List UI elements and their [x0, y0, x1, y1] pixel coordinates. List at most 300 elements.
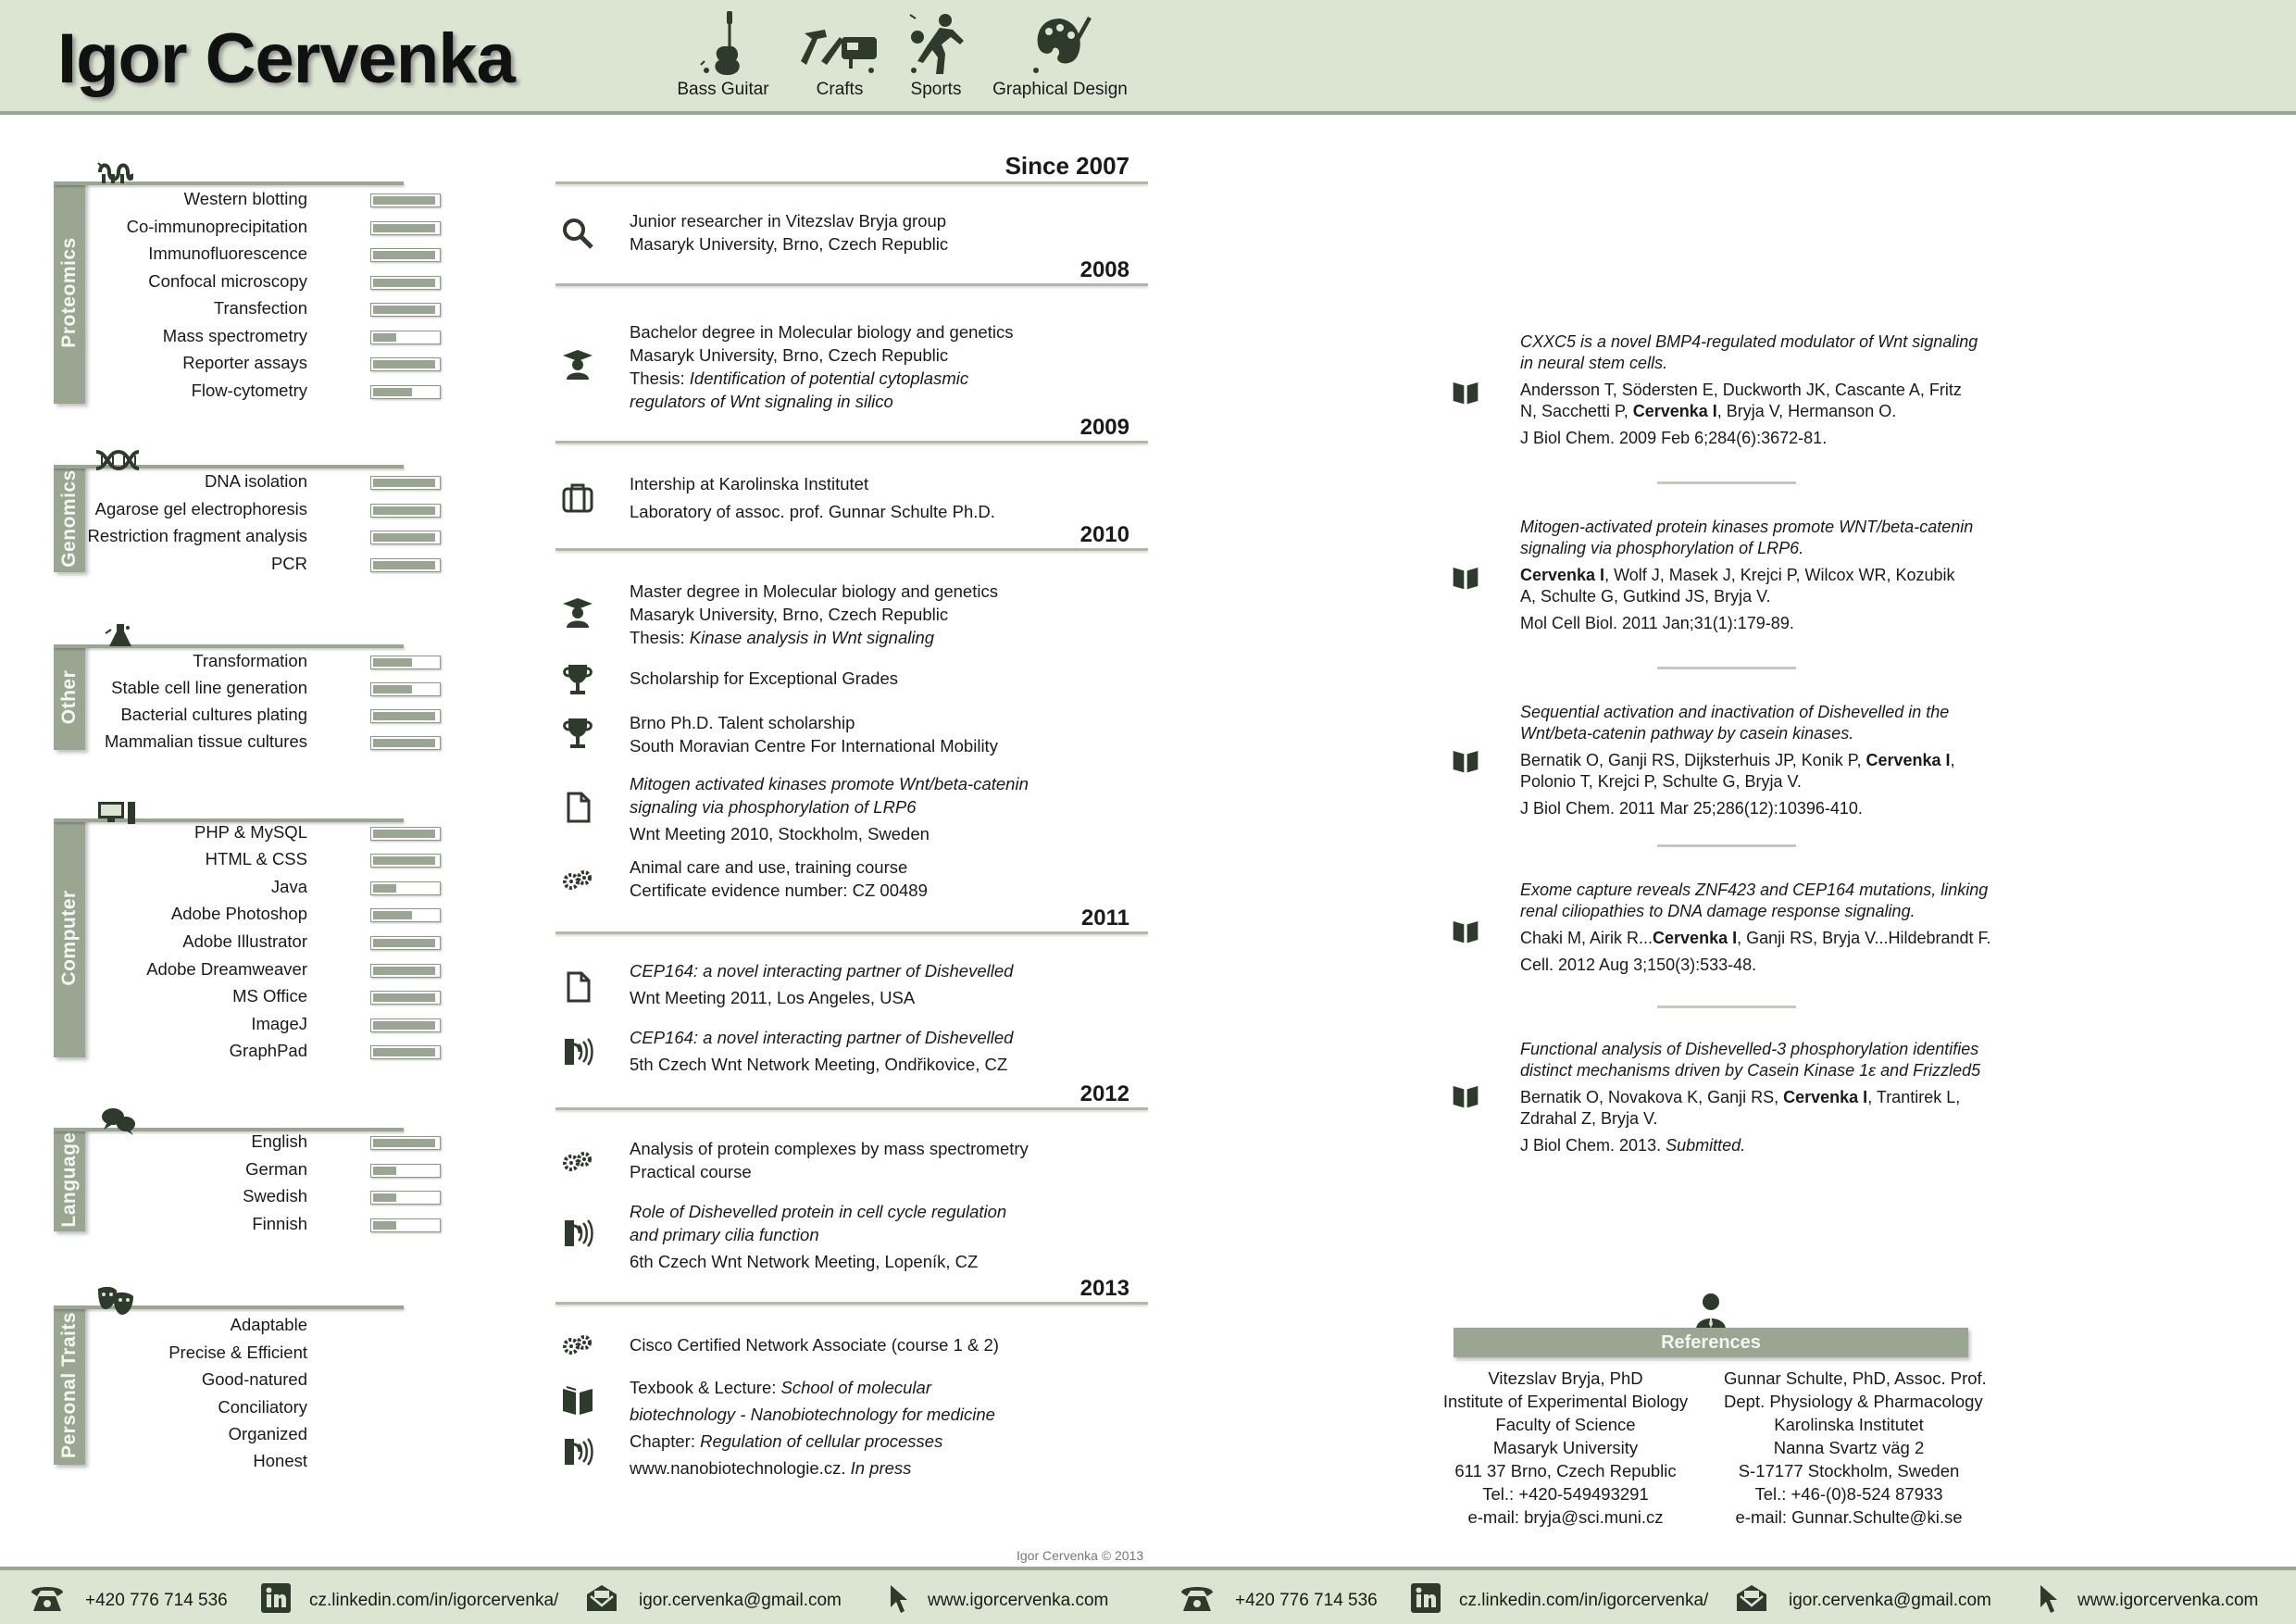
linkedin-icon [261, 1583, 291, 1613]
skills-personal-traits [54, 1305, 406, 1470]
skill-bar-fill [373, 279, 435, 287]
publication-journal: Mol Cell Biol. 2011 Jan;31(1):179-89. [1520, 614, 1794, 632]
skill-row [91, 1157, 406, 1181]
phone-text: +420 776 714 536 [1235, 1591, 1378, 1610]
skill-bar [370, 357, 441, 371]
skill-bar-fill [373, 685, 412, 693]
timeline-entry-poster-2011 [630, 959, 1013, 1009]
title-line: Functional analysis of Dishevelled-3 phosphorylation identifies [1520, 1040, 1979, 1058]
skill-bar [370, 854, 441, 868]
publication-item [1520, 517, 2002, 634]
footer-phone[interactable] [30, 1583, 233, 1617]
timeline-entry-chapter [630, 1428, 942, 1481]
entry-line: Junior researcher in Vitezslav Bryja group [630, 211, 947, 231]
timeline-divider [555, 181, 1148, 184]
skill-label: English [251, 1131, 307, 1151]
skill-bar-fill [373, 479, 435, 487]
entry-line: Wnt Meeting 2010, Stockholm, Sweden [630, 824, 930, 843]
timeline-entry-cisco: Cisco Certified Network Associate (course 1 & 2) [630, 1335, 999, 1355]
entry-line: Practical course [630, 1162, 752, 1181]
authors-line: Zdrahal Z, Bryja V. [1520, 1109, 1658, 1128]
skill-bar-fill [373, 1021, 435, 1030]
skill-bar [370, 194, 441, 207]
thesis-title: regulators of Wnt signaling in silico [630, 392, 893, 411]
timeline-entry-bachelor [630, 320, 1013, 413]
skill-row [91, 379, 406, 403]
publication-separator [1657, 481, 1796, 484]
entry-line: South Moravian Centre For International Mobility [630, 736, 998, 756]
publication-item [1520, 1039, 2002, 1156]
entry-line [630, 795, 1029, 818]
references-title: References [1454, 1328, 1968, 1357]
trait-row [91, 1368, 406, 1392]
book-icon [561, 1383, 594, 1417]
skill-bar [370, 276, 441, 290]
entry-line: Masaryk University, Brno, Czech Republic [630, 605, 949, 624]
book-icon [1452, 378, 1479, 406]
thesis-prefix: Thesis: [630, 628, 690, 647]
authors-text: Bernatik O, Novakova K, Ganji RS, [1520, 1088, 1784, 1106]
entry-line: 6th Czech Wnt Network Meeting, Lopeník, CZ [630, 1252, 979, 1271]
skill-label: Stable cell line generation [111, 678, 307, 697]
skill-bar [370, 221, 441, 235]
entry-line: Masaryk University, Brno, Czech Republic [630, 345, 949, 365]
timeline-divider [555, 441, 1148, 443]
talk-title: Role of Dishevelled protein in cell cycle regulation [630, 1202, 1007, 1221]
skill-bar [370, 476, 441, 490]
graduate-icon [561, 348, 594, 381]
authors-text: , [1950, 751, 1955, 769]
entry-line: Wnt Meeting 2011, Los Angeles, USA [630, 988, 916, 1007]
skill-label: Adobe Illustrator [182, 931, 307, 951]
skill-row [91, 984, 406, 1008]
reference-line: 611 37 Brno, Czech Republic [1454, 1461, 1677, 1480]
skills-genomics [54, 465, 406, 572]
section-band [54, 181, 85, 404]
skill-row [91, 875, 406, 899]
gears-icon [561, 865, 594, 898]
skills-proteomics [54, 181, 406, 404]
skill-label: Immunofluorescence [148, 244, 307, 263]
authors-text: N, Sacchetti P, [1520, 402, 1633, 420]
hobby-label: Crafts [816, 80, 864, 99]
book-icon [1452, 563, 1479, 591]
trait-label: Conciliatory [218, 1397, 307, 1417]
hobby-label: Bass Guitar [677, 80, 769, 99]
skill-row [91, 1212, 406, 1236]
entry-line: Laboratory of assoc. prof. Gunnar Schulte Ph.D. [630, 502, 995, 521]
skill-bar-fill [373, 533, 435, 542]
reference-line: Institute of Experimental Biology [1442, 1392, 1689, 1411]
skill-row [91, 1039, 406, 1063]
contact-footer [0, 1567, 2296, 1624]
skill-label: Adobe Photoshop [170, 904, 307, 923]
skill-label: Co-immunoprecipitation [126, 217, 307, 236]
entry-line [630, 390, 1013, 413]
skill-row [91, 187, 406, 211]
skill-bar-fill [373, 712, 435, 720]
skill-bar-fill [373, 1048, 435, 1056]
linkedin-icon [1411, 1583, 1441, 1613]
trait-label: Honest [253, 1451, 307, 1470]
skills-language [54, 1128, 406, 1231]
title-line: Wnt/beta-catenin pathway by casein kinases. [1520, 724, 1854, 743]
entry-line: Certificate evidence number: CZ 00489 [630, 881, 928, 900]
reference-email[interactable]: e-mail: bryja@sci.muni.cz [1467, 1507, 1664, 1527]
skill-row [91, 1184, 406, 1208]
footer-email[interactable] [1735, 1583, 1994, 1617]
title-line: in neural stem cells. [1520, 354, 1668, 372]
publication-title [1520, 517, 2002, 559]
trophy-icon [561, 663, 594, 696]
email-text: igor.cervenka@gmail.com [639, 1591, 842, 1610]
authors-text: Chaki M, Airik R... [1520, 929, 1653, 947]
skill-bar-fill [373, 360, 435, 369]
authors-text: Bernatik O, Ganji RS, Dijksterhuis JP, Konik P, [1520, 751, 1866, 769]
skill-bar-fill [373, 967, 435, 975]
bass-guitar-icon [695, 9, 751, 78]
skill-bar-fill [373, 1167, 396, 1175]
skill-label: Restriction fragment analysis [87, 526, 307, 545]
reference-line: Faculty of Science [1495, 1415, 1636, 1434]
suitcase-icon [561, 481, 594, 515]
publication-item [1520, 331, 2002, 449]
footer-phone[interactable] [1179, 1583, 1383, 1617]
skill-bar-fill [373, 306, 435, 314]
skill-row [91, 902, 406, 926]
skill-label: Adobe Dreamweaver [146, 959, 307, 979]
timeline-entry-talk-2012 [630, 1200, 1006, 1273]
skill-label: GraphPad [229, 1041, 307, 1060]
publication-authors [1520, 750, 2002, 793]
linkedin-text: cz.linkedin.com/in/igorcervenka/ [309, 1591, 559, 1610]
telephone-icon [30, 1583, 65, 1615]
textbook-title: School of molecular [780, 1378, 931, 1397]
skill-bar [370, 1018, 441, 1032]
entry-line: 5th Czech Wnt Network Meeting, Ondřikovice, CZ [630, 1055, 1008, 1074]
skill-row [91, 269, 406, 294]
skill-bar [370, 736, 441, 750]
skill-bar-fill [373, 388, 412, 396]
sports-runner-icon [899, 9, 973, 78]
skill-row [91, 930, 406, 954]
document-icon [561, 791, 594, 824]
trait-label: Organized [228, 1424, 307, 1443]
email-text: igor.cervenka@gmail.com [1789, 1591, 1991, 1610]
skill-row [91, 957, 406, 981]
skill-bar [370, 908, 441, 922]
copyright: Igor Cervenka © 2013 [1017, 1548, 1144, 1563]
section-band [54, 1128, 85, 1231]
section-title: Proteomics [58, 237, 80, 348]
timeline-divider [555, 548, 1148, 551]
flask-icon [104, 622, 135, 650]
authors-text: , Bryja V, Hermanson O. [1716, 402, 1897, 420]
skill-bar-fill [373, 993, 435, 1002]
reference-line: Karolinska Institutet [1774, 1415, 1924, 1434]
timeline-divider [555, 1302, 1148, 1305]
skill-bar [370, 504, 441, 518]
skill-label: Java [270, 877, 307, 896]
skill-row [91, 351, 406, 375]
skills-other [54, 644, 406, 750]
section-band [54, 1305, 85, 1465]
poster-title: Mitogen activated kinases promote Wnt/beta-catenin [630, 774, 1029, 793]
trait-row [91, 1395, 406, 1419]
textbook-title: biotechnology - Nanobiotechnology for medicine [630, 1405, 995, 1424]
skill-label: Swedish [243, 1186, 307, 1206]
authors-line: Andersson T, Södersten E, Duckworth JK, Cascante A, Fritz [1520, 381, 1962, 399]
section-band [54, 818, 85, 1057]
palette-icon [1023, 9, 1097, 78]
entry-line: Master degree in Molecular biology and genetics [630, 581, 998, 601]
speaker-talk-icon [561, 1435, 594, 1468]
entry-line [630, 1428, 942, 1455]
timeline-divider [555, 283, 1148, 286]
timeline-entry-animal-care-course [630, 856, 928, 902]
skill-label: Transfection [213, 298, 307, 318]
cursor-icon [2039, 1583, 2061, 1615]
publication-item [1520, 702, 2002, 819]
skill-bar-fill [373, 333, 396, 342]
skill-label: MS Office [232, 986, 307, 1006]
section-band [54, 644, 85, 750]
entry-line: Analysis of protein complexes by mass spectrometry [630, 1139, 1029, 1158]
reference-line: Nanna Svartz väg 2 [1773, 1438, 1925, 1457]
skill-label: DNA isolation [204, 471, 307, 491]
skill-bar-fill [373, 1221, 396, 1230]
skill-label: Mass spectrometry [162, 326, 307, 345]
entry-line [630, 772, 1029, 795]
speaker-talk-icon [561, 1217, 594, 1250]
skill-bar [370, 964, 441, 978]
authors-text: , Wolf J, Masek J, Krejci P, Wilcox WR, Kozubik [1604, 566, 1955, 584]
entry-line [630, 959, 1013, 982]
footer-website[interactable] [889, 1583, 1111, 1617]
skill-bar-fill [373, 939, 435, 947]
trait-label: Good-natured [201, 1369, 307, 1389]
website-text: www.igorcervenka.com [928, 1591, 1109, 1610]
reference-line: Dept. Physiology & Pharmacology [1724, 1392, 1983, 1411]
title-line: distinct mechanisms driven by Casein Kinase 1ε and Frizzled5 [1520, 1061, 1981, 1080]
chapter-url[interactable]: www.nanobiotechnologie.cz. [630, 1458, 851, 1478]
entry-line: Animal care and use, training course [630, 857, 908, 877]
publication-authors [1520, 1087, 2002, 1130]
skill-bar [370, 656, 441, 669]
entry-line: Masaryk University, Brno, Czech Republic [630, 234, 949, 254]
skill-row [91, 1130, 406, 1154]
skill-bar-fill [373, 1139, 435, 1147]
reference-line: Tel.: +46-(0)8-524 87933 [1754, 1484, 1943, 1504]
publication-item [1520, 880, 2002, 976]
timeline-year-2009: 2009 [1079, 415, 1129, 440]
reference-email[interactable]: e-mail: Gunnar.Schulte@ki.se [1735, 1507, 1963, 1527]
hobby-label: Sports [910, 80, 962, 99]
timeline-year-2012: 2012 [1079, 1081, 1129, 1106]
title-line: signaling via phosphorylation of LRP6. [1520, 539, 1804, 557]
reference-bryja [1441, 1367, 1691, 1529]
thesis-title: Kinase analysis in Wnt signaling [689, 628, 935, 647]
speaker-talk-icon [561, 1035, 594, 1068]
skill-label: Finnish [252, 1214, 307, 1233]
skill-row [91, 649, 406, 673]
poster-title: signaling via phosphorylation of LRP6 [630, 797, 917, 817]
book-icon [1452, 746, 1479, 774]
trait-row [91, 1313, 406, 1337]
publication-separator [1657, 844, 1796, 847]
skills-computer [54, 818, 406, 1060]
publication-authors [1520, 928, 2002, 949]
page-header [0, 0, 2296, 115]
hobby-label: Graphical Design [992, 80, 1128, 99]
thesis-prefix: Thesis: [630, 369, 690, 388]
gears-icon [561, 1146, 594, 1180]
phone-text: +420 776 714 536 [85, 1591, 228, 1610]
publication-separator [1657, 1006, 1796, 1008]
publication-authors [1520, 565, 2002, 607]
journal-text: J Biol Chem. 2013. [1520, 1136, 1666, 1155]
author-highlight: Cervenka I [1866, 751, 1951, 769]
skill-bar-fill [373, 658, 412, 667]
skill-label: PCR [270, 554, 307, 573]
entry-line [630, 1223, 1006, 1246]
website-text: www.igorcervenka.com [2078, 1591, 2259, 1610]
skill-bar [370, 1045, 441, 1059]
skill-bar [370, 558, 441, 572]
skill-label: HTML & CSS [205, 849, 307, 868]
talk-title: CEP164: a novel interacting partner of Dishevelled [630, 1028, 1014, 1047]
skill-row [91, 296, 406, 320]
publication-separator [1657, 667, 1796, 669]
timeline-entry-junior-researcher [630, 209, 948, 256]
skill-bar [370, 827, 441, 841]
chapter-title: Regulation of cellular processes [700, 1431, 943, 1451]
skill-label: PHP & MySQL [193, 822, 307, 842]
poster-title: CEP164: a novel interacting partner of Dishevelled [630, 961, 1014, 981]
publication-title [1520, 702, 2002, 744]
envelope-icon [1735, 1583, 1768, 1613]
trait-label: Precise & Efficient [168, 1343, 307, 1362]
skill-bar-fill [373, 561, 435, 569]
skill-row [91, 730, 406, 754]
linkedin-text: cz.linkedin.com/in/igorcervenka/ [1459, 1591, 1709, 1610]
footer-linkedin[interactable] [261, 1583, 557, 1617]
skill-row [91, 676, 406, 700]
skill-row [91, 324, 406, 348]
skill-row [91, 847, 406, 871]
publication-journal: Cell. 2012 Aug 3;150(3):533-48. [1520, 956, 1757, 974]
section-title: Computer [58, 890, 80, 986]
skill-label: Transformation [193, 651, 307, 670]
timeline-since-year: Since 2007 [1004, 152, 1129, 180]
magnifier-icon [561, 217, 594, 250]
skill-bar [370, 991, 441, 1005]
author-highlight: Cervenka I [1632, 402, 1717, 420]
skill-bar [370, 709, 441, 723]
trait-row [91, 1341, 406, 1365]
timeline-entry-talent-scholarship [630, 711, 998, 757]
footer-email[interactable] [585, 1583, 844, 1617]
hobby-graphical-design [981, 9, 1139, 100]
trait-label: Adaptable [230, 1315, 307, 1334]
skill-row [91, 820, 406, 844]
timeline-entry-mass-spec-course [630, 1137, 1029, 1183]
entry-line [630, 1026, 1013, 1049]
skill-label: Reporter assays [182, 353, 307, 372]
skill-bar [370, 1164, 441, 1178]
skill-row [91, 469, 406, 493]
graduate-icon [561, 596, 594, 630]
skill-bar-fill [373, 1193, 396, 1202]
skill-bar [370, 531, 441, 544]
timeline-entry-master [630, 580, 998, 649]
section-title: Personal Traits [58, 1311, 80, 1459]
skill-bar [370, 682, 441, 696]
authors-line: A, Schulte G, Gutkind JS, Bryja V. [1520, 587, 1771, 606]
book-icon [1452, 1081, 1479, 1109]
skill-label: ImageJ [251, 1014, 307, 1033]
skill-row [91, 1012, 406, 1036]
publication-title [1520, 331, 2002, 374]
trait-row [91, 1449, 406, 1473]
timeline-year-2008: 2008 [1079, 257, 1129, 282]
skill-bar-fill [373, 911, 412, 919]
publication-journal: J Biol Chem. 2009 Feb 6;284(6):3672-81. [1520, 429, 1828, 447]
author-highlight: Cervenka I [1520, 566, 1605, 584]
entry-line [630, 626, 998, 649]
title-line: CXXC5 is a novel BMP4-regulated modulator of Wnt signaling [1520, 332, 1978, 351]
section-title: Language [58, 1131, 80, 1228]
textbook-prefix: Texbook & Lecture: [630, 1378, 781, 1397]
reference-line: Tel.: +420-549493291 [1482, 1484, 1649, 1504]
timeline-year-2011: 2011 [1080, 906, 1129, 931]
reference-line: S-17177 Stockholm, Sweden [1738, 1461, 1960, 1480]
timeline-entry-scholarship: Scholarship for Exceptional Grades [630, 668, 898, 688]
publication-title [1520, 1039, 2002, 1081]
footer-linkedin[interactable] [1411, 1583, 1707, 1617]
timeline-entry-internship [630, 470, 995, 526]
timeline-divider [555, 1107, 1148, 1110]
protein-icon [96, 161, 133, 187]
entry-line [630, 1374, 995, 1401]
talk-title: and primary cilia function [630, 1225, 819, 1244]
skill-bar-fill [373, 884, 396, 893]
telephone-icon [1179, 1583, 1215, 1615]
reference-line: Masaryk University [1492, 1438, 1639, 1457]
skill-label: Confocal microscopy [148, 271, 307, 291]
skill-label: Bacterial cultures plating [120, 705, 307, 724]
skill-label: Western blotting [183, 189, 307, 208]
footer-website[interactable] [2039, 1583, 2261, 1617]
trait-row [91, 1422, 406, 1446]
skill-bar [370, 936, 441, 950]
chapter-status: In press [850, 1458, 912, 1478]
skill-row [91, 703, 406, 727]
section-title: Genomics [58, 469, 80, 568]
gears-icon [561, 1330, 594, 1363]
title-line: Mitogen-activated protein kinases promote WNT/beta-catenin [1520, 518, 1974, 536]
entry-line [630, 367, 1013, 390]
skill-row [91, 497, 406, 521]
skill-bar [370, 331, 441, 344]
skill-bar [370, 303, 441, 317]
section-band [54, 465, 85, 572]
timeline-year-2010: 2010 [1079, 522, 1129, 547]
timeline-entry-talk-2011 [630, 1026, 1013, 1076]
skill-bar-fill [373, 196, 435, 205]
skill-row [87, 524, 406, 548]
skill-row [91, 552, 406, 576]
